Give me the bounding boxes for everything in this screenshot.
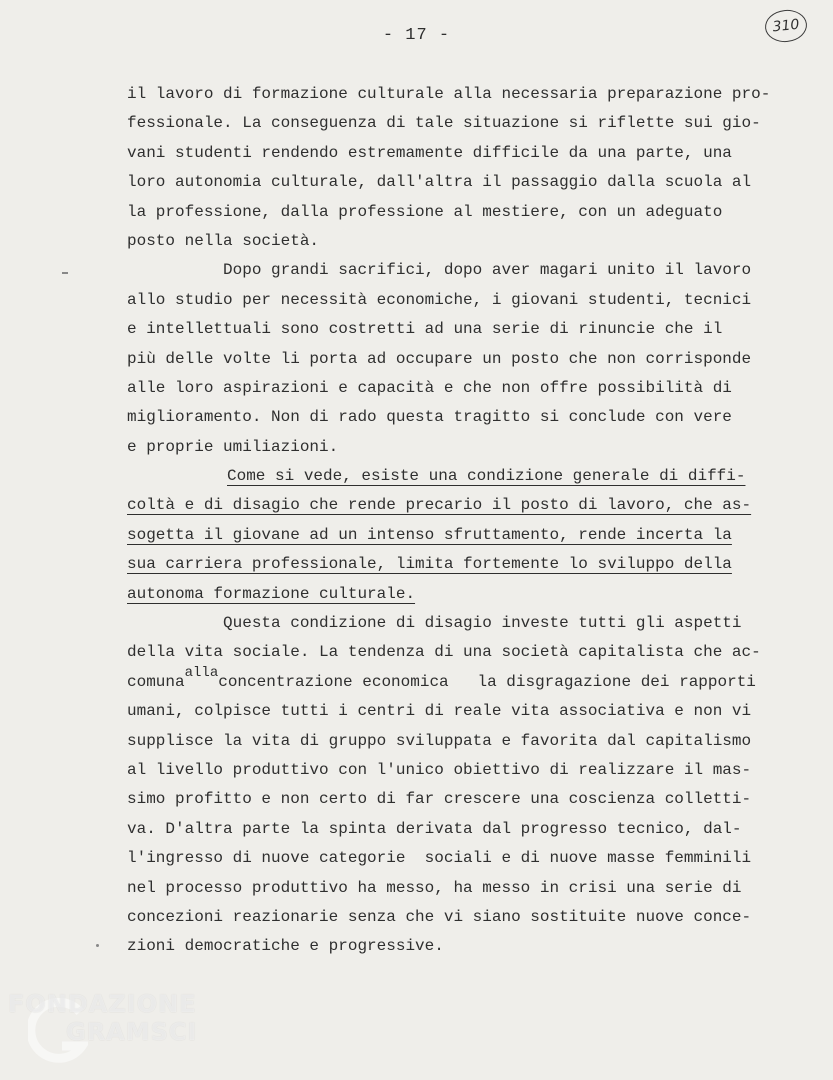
text-line: al livello produttivo con l'unico obiettivo di realizzare il mas- (127, 760, 752, 779)
handwritten-insertion: alla (184, 664, 219, 681)
text-line: il lavoro di formazione culturale alla necessaria preparazione pro- (127, 85, 771, 103)
text-line: supplisce la vita di gruppo sviluppata e favorita dal capitalismo (127, 731, 752, 750)
underlined-line (127, 462, 787, 491)
text-line: posto nella società. (127, 231, 320, 250)
page-number: - 17 - (382, 26, 451, 45)
text-line: e intellettuali sono costretti ad una serie di rinuncie che il (127, 320, 723, 339)
text-line: Questa condizione di disagio investe tutti gli aspetti (127, 614, 742, 633)
text-line: miglioramento. Non di rado questa tragitto si conclude con vere (127, 408, 732, 427)
text-line: allo studio per necessità economiche, i giovani studenti, tecnici (127, 290, 752, 309)
text-line: l'ingresso di nuove categorie sociali e di nuove masse femminili (127, 849, 752, 868)
margin-mark (96, 944, 99, 947)
text-line: nel processo produttivo ha messo, ha messo in crisi una serie di (127, 878, 742, 897)
underlined-text: sogetta il giovane ad un intenso sfruttamento, rende incerta la (127, 525, 732, 544)
text-line: la professione, dalla professione al mestiere, con un adeguato (127, 202, 723, 221)
text-fragment: comuna (127, 672, 185, 691)
text-line: zioni democratiche e progressive. (127, 937, 444, 956)
watermark-line-2: GRAMSCI (66, 1018, 198, 1046)
text-line: alle loro aspirazioni e capacità e che non offre possibilità di (127, 378, 732, 397)
fondazione-gramsci-watermark (8, 990, 238, 1070)
underlined-line (127, 521, 787, 550)
archive-number-stamp: 310 (763, 8, 808, 44)
text-fragment: concentrazione economica la disgragazione dei rapporti (218, 672, 756, 691)
watermark-line-1: FONDAZIONE (8, 990, 197, 1018)
text-line: loro autonomia culturale, dall'altra il passaggio dalla scuola al (127, 173, 752, 192)
underlined-text: autonoma formazione culturale. (127, 584, 416, 603)
underlined-line (127, 491, 787, 520)
text-line: della vita sociale. La tendenza di una società capitalista che ac- (127, 643, 761, 662)
underlined-text: sua carriera professionale, limita fortemente lo sviluppo della (127, 555, 732, 574)
underlined-line (127, 550, 787, 579)
margin-mark (62, 272, 68, 274)
text-line: fessionale. La conseguenza di tale situazione si riflette sui gio- (127, 114, 761, 133)
text-line: umani, colpisce tutti i centri di reale vita associativa e non vi (127, 702, 752, 721)
underlined-line (127, 580, 787, 609)
text-line-with-insertion (127, 664, 787, 697)
body-text (127, 80, 787, 962)
text-line: concezioni reazionarie senza che vi siano sostituite nuove conce- (127, 907, 752, 926)
text-line: e proprie umiliazioni. (127, 437, 339, 456)
underlined-text: Come si vede, esiste una condizione generale di diffi- (227, 467, 746, 486)
text-line: Dopo grandi sacrifici, dopo aver magari unito il lavoro (127, 261, 752, 280)
underlined-text: coltà e di disagio che rende precario il posto di lavoro, che as- (127, 496, 752, 515)
text-line: simo profitto e non certo di far crescere una coscienza colletti- (127, 790, 752, 809)
text-line: vani studenti rendendo estremamente difficile da una parte, una (127, 143, 732, 162)
text-line: va. D'altra parte la spinta derivata dal progresso tecnico, dal- (127, 819, 742, 838)
text-line: più delle volte li porta ad occupare un posto che non corrisponde (127, 349, 752, 368)
